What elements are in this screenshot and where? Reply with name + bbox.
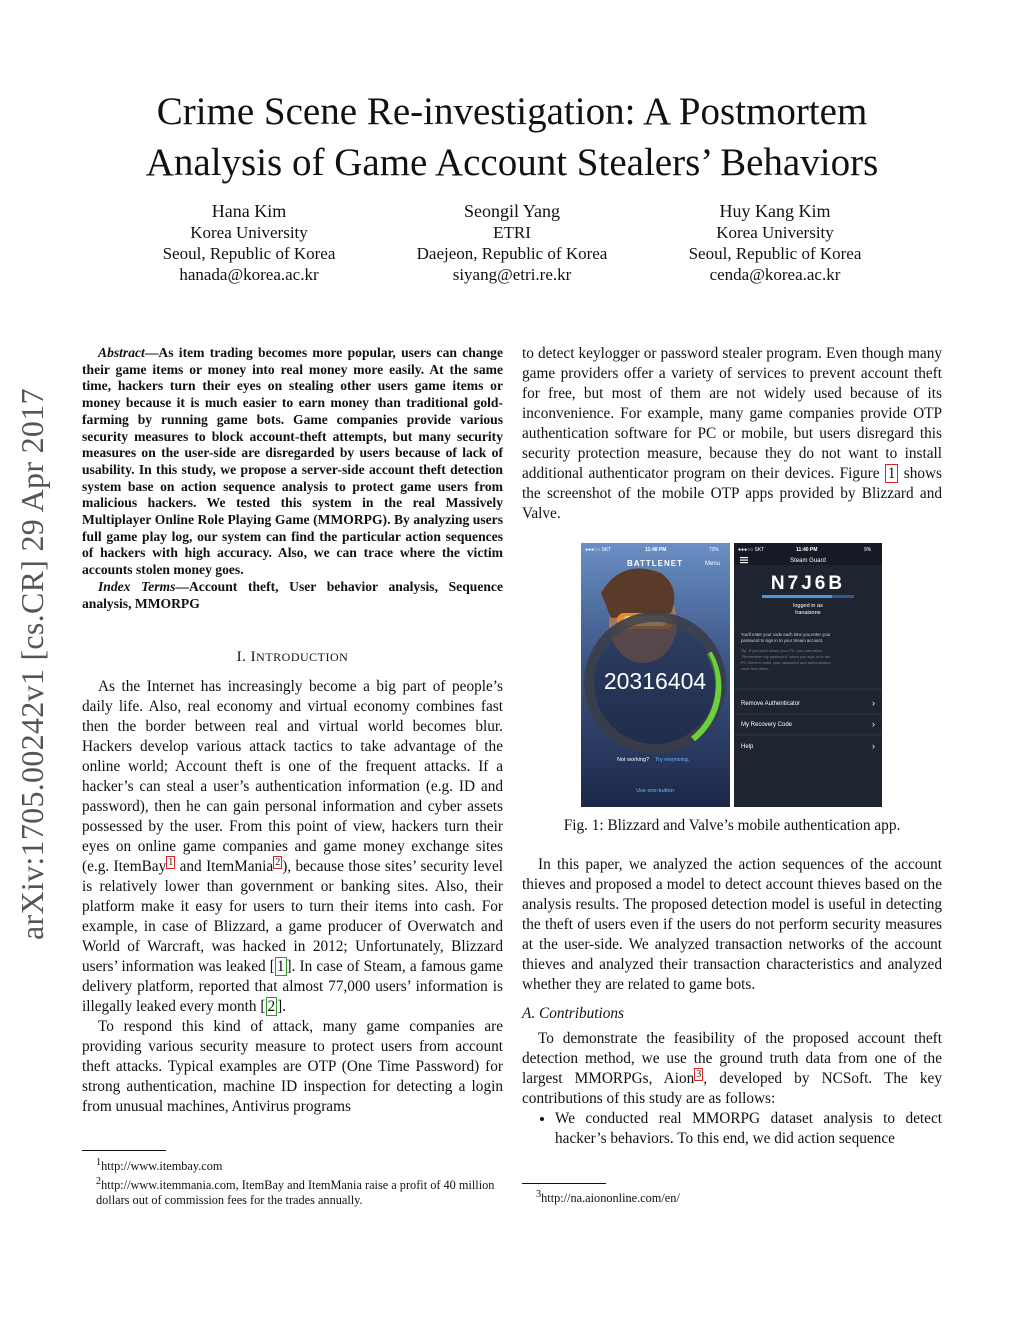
footnote-1-text[interactable]: http://www.itembay.com	[101, 1159, 223, 1174]
right-p3-b: , developed by NCSoft. The key contributions of this study are as follows:	[522, 1070, 942, 1107]
bz-status-carrier: ●●●○○ SKT	[585, 547, 612, 553]
author-email: siyang@etri.re.kr	[452, 265, 572, 284]
right-column-body	[522, 855, 942, 1149]
footnote-3-text[interactable]: http://na.aiononline.com/en/	[541, 1191, 680, 1206]
bz-one-button-link[interactable]: Use one-button	[636, 788, 674, 794]
bz-try-resync-link[interactable]: Try resyncing.	[655, 757, 690, 763]
title-line-1: Crime Scene Re-investigation: A Postmortem	[156, 90, 868, 133]
st-menu-recovery-code[interactable]: My Recovery Code	[741, 722, 793, 728]
st-tip-line-3: PC client to enter your password and authenticator	[741, 660, 831, 665]
chevron-right-icon: ›	[872, 698, 875, 708]
st-info-line-1: You'll enter your code each time you enter your	[741, 632, 831, 637]
st-guard-code: N7J6B	[770, 573, 846, 594]
section-heading-introduction	[82, 649, 503, 666]
right-p1-b: shows the screenshot of the mobile OTP apps provided by Blizzard and Valve.	[522, 465, 942, 522]
author-location: Seoul, Republic of Korea	[162, 244, 336, 263]
subsection-contributions: A. Contributions	[522, 1005, 624, 1022]
footnote-ref-3[interactable]: 3	[696, 1068, 702, 1080]
footnote-2-text[interactable]: http://www.itemmania.com, ItemBay and ItemMania raise a profit of 40 million dollars out of commission fees for the trades annually.	[96, 1178, 495, 1208]
author-email: hanada@korea.ac.kr	[179, 265, 319, 284]
bz-not-working: Not working?	[617, 757, 650, 763]
footnote-3	[536, 1187, 942, 1206]
intro-p1-d: ]. In case of Steam, a famous game delivery platform, reported that almost 77,000 users’ information is illegally leaked every month [	[82, 958, 504, 1015]
section-numeral: I.	[236, 649, 247, 665]
section-rest: NTRODUCTION	[256, 650, 349, 664]
author-block-2	[362, 200, 662, 285]
intro-p1-c: ), because those sites’ security level is relatively lower than government or banking sites. Also, their platform make it easy for users to turn their items into cash. For example, in case of Blizzard, a game producer of Overwatch and World of Warcraft, was hacked in 2012; Unfortunately, Blizzard users’ information was leaked [	[82, 858, 503, 975]
author-name: Hana Kim	[211, 201, 287, 221]
st-logged-in-line-1: logged in as	[793, 603, 823, 609]
right-p3-a: To demonstrate the feasibility of the proposed account theft detection method, we use the ground truth data from one of the largest MMORPGs, Aion	[522, 1030, 942, 1087]
intro-p1-e: ].	[277, 998, 287, 1015]
footnote-ref-1[interactable]: 1	[168, 856, 174, 868]
figure-1-steam-screenshot	[734, 543, 882, 807]
st-tip-line-1: Tip: If you don't share your PC, you can select	[741, 648, 823, 653]
author-affiliation: Korea University	[716, 223, 834, 242]
footnote-rule-right	[522, 1183, 606, 1184]
footnote-ref-2[interactable]: 2	[275, 856, 281, 868]
intro-paragraph-2: To respond this kind of attack, many game companies are providing various security measure to protect users from account theft attacks. Typical examples are OTP (One Time Password) for strong authentication, machine ID inspection for detecting a login from unusual machines, Antivirus programs	[82, 1018, 503, 1115]
citation-link-2[interactable]: 2	[267, 998, 276, 1015]
intro-left-column	[82, 677, 503, 1117]
author-name: Seongil Yang	[463, 201, 561, 221]
footnote-3-number: 3	[536, 1189, 542, 1200]
section-first-letter: I	[250, 649, 257, 665]
author-name: Huy Kang Kim	[719, 201, 831, 221]
st-logged-in-line-2: hanaisone	[795, 610, 821, 616]
intro-p1-b: and ItemMania	[175, 858, 274, 875]
st-header-title: Steam Guard	[790, 558, 826, 564]
intro-paragraph-1	[82, 677, 503, 1017]
st-tip-line-2: "Remember my password" when you sign in to the	[741, 654, 831, 659]
intro-right-paragraph-1	[522, 344, 942, 524]
hamburger-menu-icon[interactable]	[740, 557, 748, 563]
chevron-right-icon: ›	[872, 741, 875, 751]
bz-status-battery: 70%	[709, 547, 720, 553]
contributions-list	[522, 1109, 942, 1149]
contribution-item-1: • We conducted real MMORPG dataset analysis to detect hacker’s behaviors. To this end, we did action sequence	[555, 1109, 942, 1149]
index-terms-text: —Account theft, User behavior analysis, Sequence analysis, MMORPG	[82, 578, 503, 611]
paper-title	[60, 86, 964, 188]
right-paragraph-2: In this paper, we analyzed the action sequences of the account thieves and proposed a model to detect account thieves based on the analysis results. The proposed detection model is useful in detecting the theft of users even if the users do not perform security measures at the user-side. We analyzed transaction networks of the account thieves and analyzed their transaction characteristics and analyzed whether they are related to game bots.	[522, 856, 942, 993]
abstract-label: Abstract	[98, 345, 145, 360]
author-block-1	[99, 200, 399, 285]
bz-menu-button[interactable]: Menu	[705, 561, 721, 567]
footnote-2	[82, 1174, 503, 1208]
bz-app-name: BATTLENET	[627, 559, 683, 568]
figure-1-blizzard-screenshot	[581, 543, 730, 807]
figure-ref-1[interactable]: 1	[885, 464, 899, 483]
intro-p1-a: As the Internet has increasingly become a big part of people’s daily life. Also, real economy and virtual economy combines fast then the border between real and virtual world becomes blur. Hackers develop various attack tactics to take advantage of the online world; Account theft is one of the frequent attacks. If a hacker’s can steal a user’s authentication information (e.g. ID and password), then he can gain personal information and cyber assets possessed by the user. From this point of view, hackers turn their eyes on online game companies and game money exchange sites (e.g. ItemBay	[82, 678, 503, 875]
st-status-time: 11:40 PM	[796, 547, 818, 553]
title-line-2: Analysis of Game Account Stealers’ Behaviors	[145, 141, 879, 184]
author-affiliation: ETRI	[493, 223, 531, 242]
st-info-line-2: password to sign in to your Steam account.	[741, 638, 824, 643]
bz-otp-code: 20316404	[603, 668, 707, 694]
author-email: cenda@korea.ac.kr	[709, 265, 841, 284]
st-tip-line-4: code less often.	[741, 666, 770, 671]
citation-link-1[interactable]: 1	[276, 958, 285, 975]
footnote-1-number: 1	[96, 1157, 102, 1168]
arxiv-identifier: arXiv:1705.00242v1 [cs.CR] 29 Apr 2017	[14, 388, 50, 940]
author-affiliation: Korea University	[190, 223, 308, 242]
bz-status-time: 11:48 PM	[645, 547, 667, 553]
st-status-carrier: ●●●○○ SKT	[738, 547, 765, 553]
footnote-2-number: 2	[96, 1176, 102, 1188]
steam-app-image	[734, 543, 882, 807]
footnotes-left	[82, 1155, 503, 1208]
right-p1-a: to detect keylogger or password stealer program. Even though many game providers offer a variety of services to prevent account theft for free, but most of them are not widely used because of its inconvenience. For example, many game companies provide OTP authentication software for PC or mobile, but users disregard this security protection measure, because they do not want to install additional authenticator program on their devices. Figure	[522, 345, 942, 482]
author-location: Seoul, Republic of Korea	[688, 244, 862, 263]
right-paragraph-3	[522, 1029, 942, 1109]
st-status-battery: 9%	[864, 547, 872, 553]
figure-1-caption: Fig. 1: Blizzard and Valve’s mobile authentication app.	[563, 817, 901, 834]
abstract-text: —As item trading becomes more popular, users can change their game items or money into real money more easily. At the same time, hackers turn their eyes on stealing other users game items or money because it is much easier to earn money than traditional gold-farming by running game bots. Game companies provide various security measures to block account-theft attempts, but many security measures on the user-side are disregarded by users because of lack of usability. In this study, we propose a server-side account theft detection system base on action sequence analysis to protect game users from malicious hackers. We tested this system in the real Massively Multiplayer Online Role Playing Game (MMORPG). By analyzing users full game play log, our system can find the particular action sequences of hackers with high accuracy. Also, we can trace where the victim accounts stolen money goes.	[82, 345, 503, 578]
abstract	[82, 345, 503, 612]
index-terms-label: Index Terms	[98, 578, 176, 594]
author-location: Daejeon, Republic of Korea	[416, 244, 608, 263]
st-menu-remove-authenticator[interactable]: Remove Authenticator	[741, 701, 801, 707]
author-block-3	[625, 200, 925, 285]
blizzard-app-image	[581, 543, 730, 807]
footnote-1	[82, 1155, 503, 1174]
footnote-rule-left	[82, 1150, 166, 1151]
chevron-right-icon: ›	[872, 719, 875, 729]
st-menu-help[interactable]: Help	[741, 744, 754, 750]
